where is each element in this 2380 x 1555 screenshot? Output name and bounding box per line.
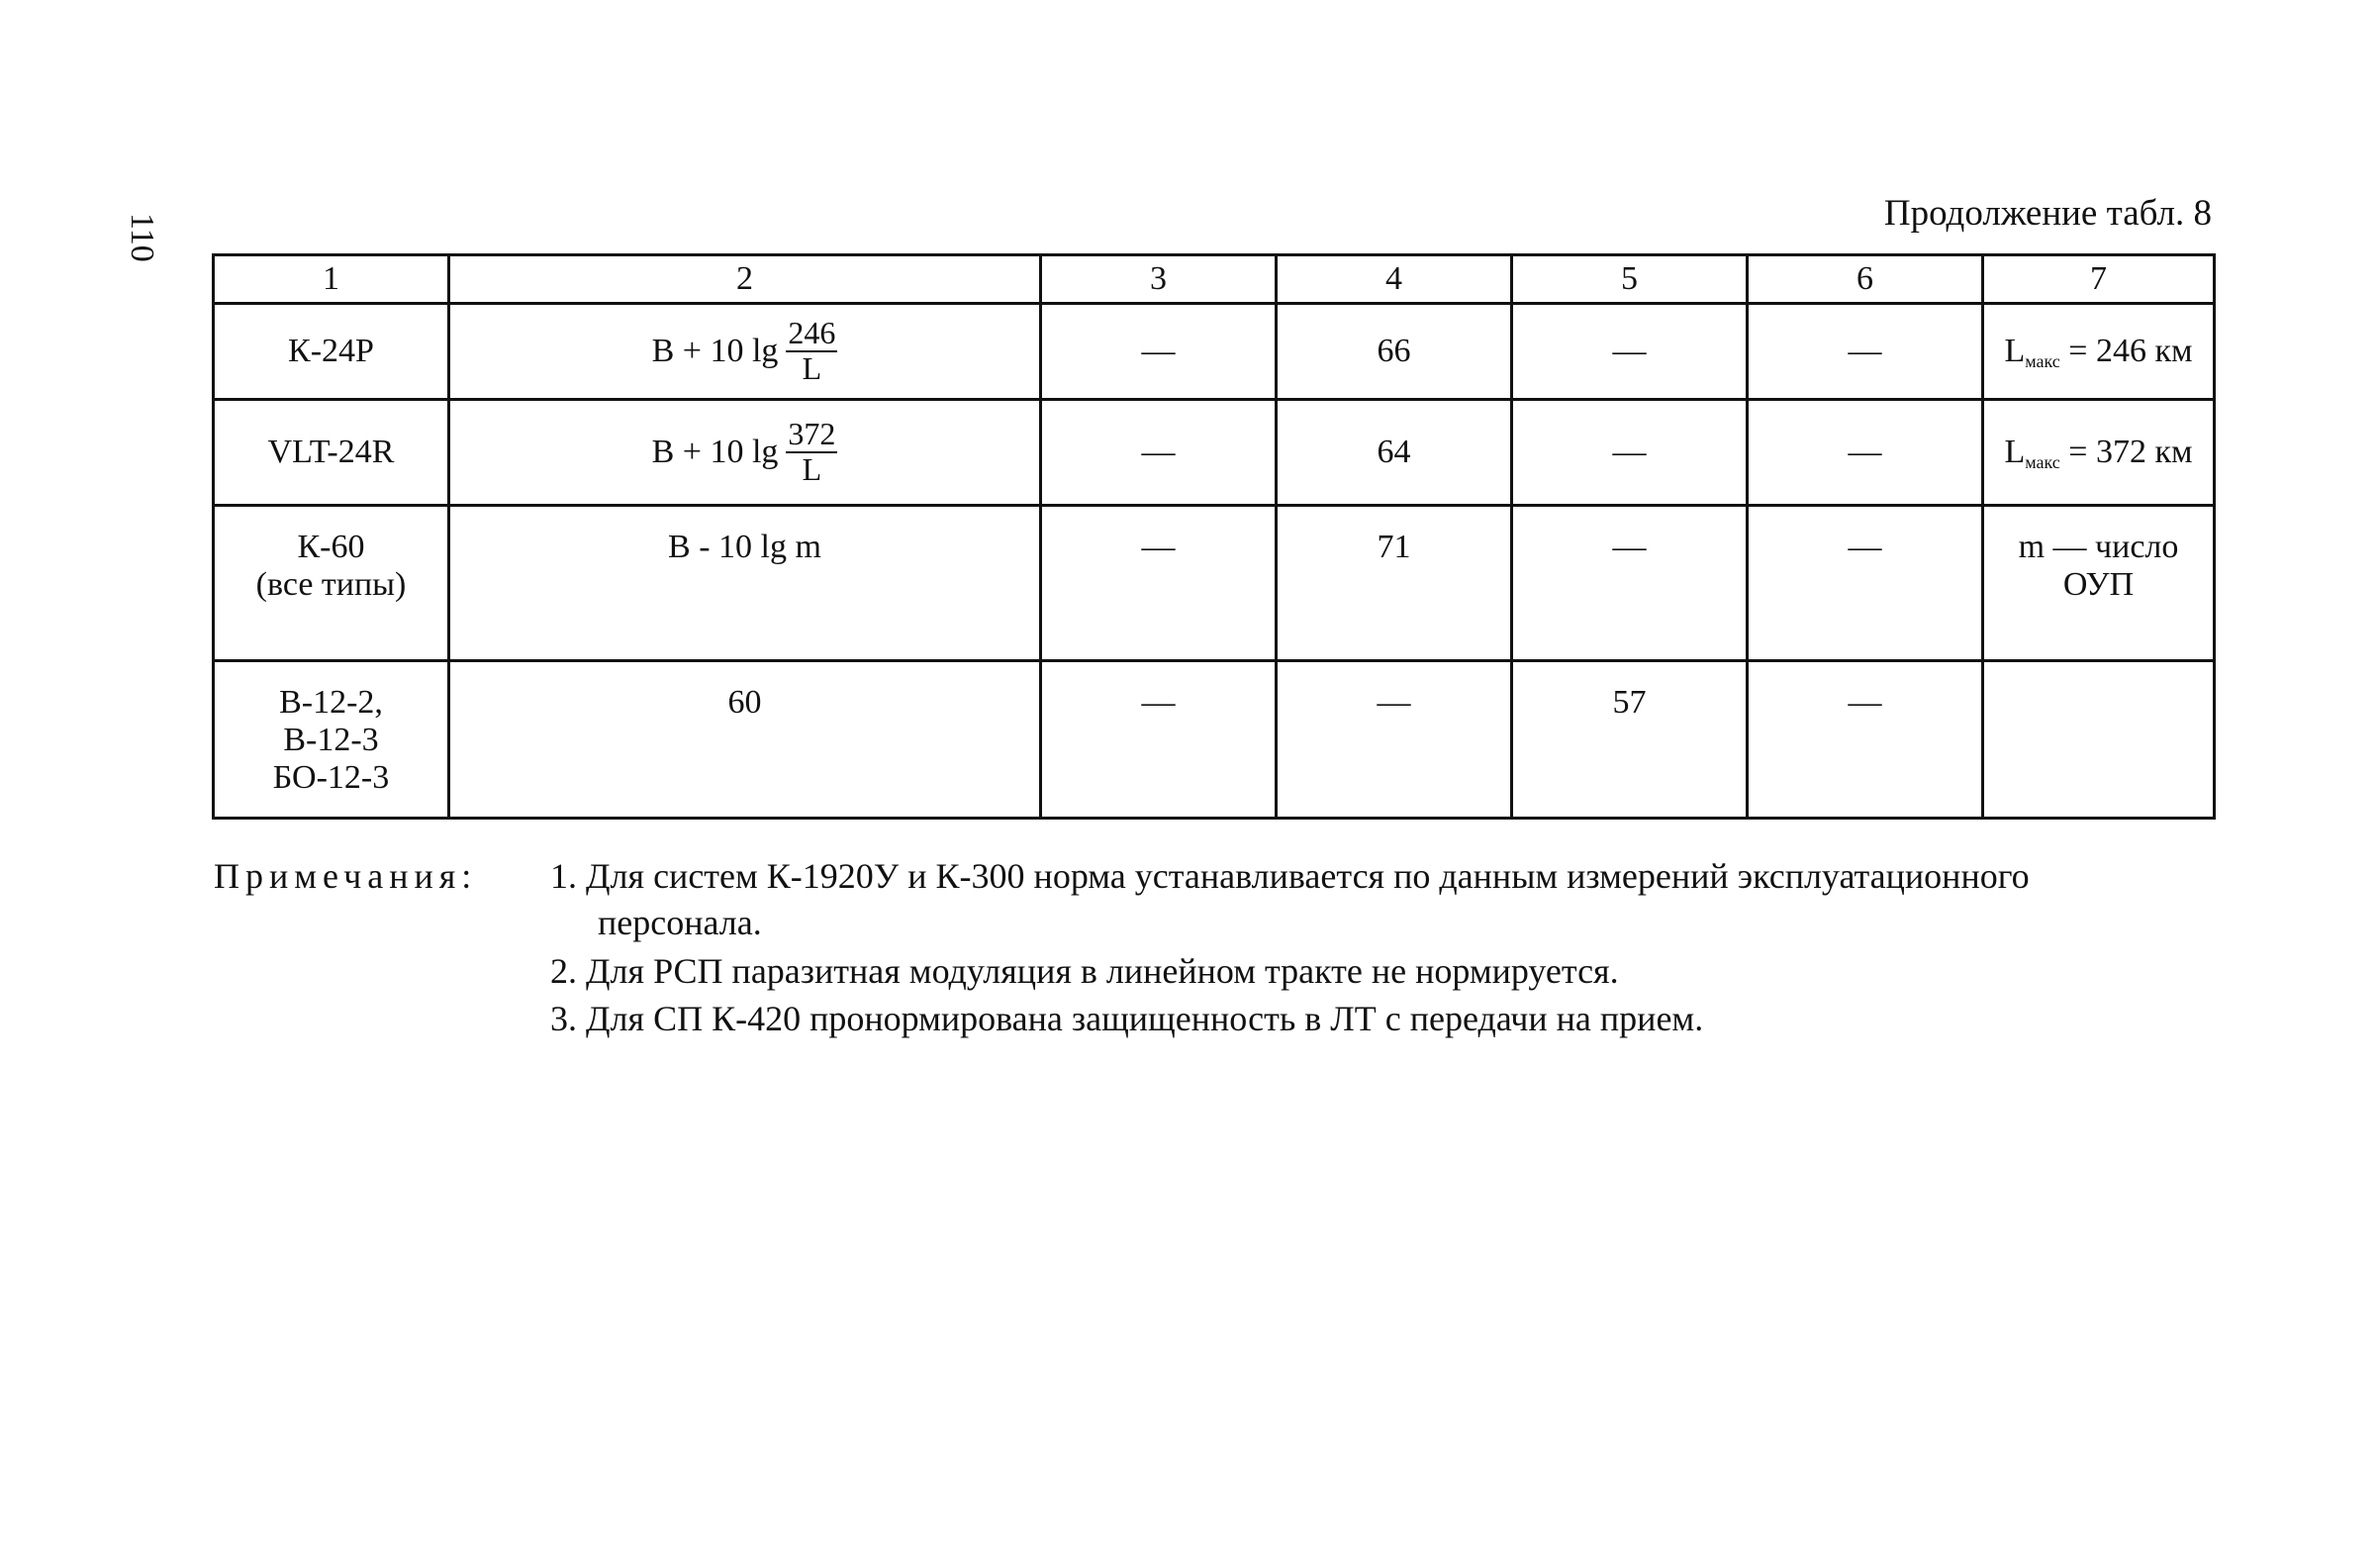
table-cell: 71	[1277, 506, 1512, 661]
table-row	[214, 661, 2215, 819]
table-cell: —	[1041, 506, 1277, 661]
column-header: 6	[1748, 255, 1983, 304]
norms-table	[212, 253, 2216, 820]
table-header-row	[214, 255, 2215, 304]
system-cell: К-24Р	[214, 304, 449, 400]
value-text: = 372 км	[2059, 433, 2193, 470]
table-row	[214, 506, 2215, 661]
system-line: В-12-3	[283, 722, 379, 759]
note-cell	[1983, 304, 2215, 400]
note-cell	[1983, 661, 2215, 819]
subscript: макс	[2025, 451, 2060, 472]
system-cell	[214, 661, 449, 819]
symbol-l: L	[2004, 433, 2026, 470]
system-cell: VLT-24R	[214, 400, 449, 506]
system-line: (все типы)	[255, 566, 407, 604]
table-cell: 57	[1512, 661, 1748, 819]
column-header: 7	[1983, 255, 2215, 304]
table-cell: —	[1748, 506, 1983, 661]
table-cell: —	[1512, 506, 1748, 661]
note-text: 2. Для РСП паразитная модуляция в линейном тракте не нормируется.	[550, 950, 1619, 991]
table-cell: —	[1041, 661, 1277, 819]
table-cell: —	[1041, 400, 1277, 506]
subscript: макс	[2025, 350, 2060, 371]
table-cell: 66	[1277, 304, 1512, 400]
page-number: 110	[124, 213, 160, 262]
value-text: = 246 км	[2059, 332, 2193, 369]
column-header: 1	[214, 255, 449, 304]
note-text-continuation: персонала.	[598, 902, 762, 942]
fraction-denominator: L	[802, 451, 822, 488]
table-row	[214, 400, 2215, 506]
column-header: 5	[1512, 255, 1748, 304]
formula-cell	[449, 400, 1041, 506]
column-header: 2	[449, 255, 1041, 304]
note-cell	[1983, 400, 2215, 506]
system-line: В-12-2,	[279, 684, 383, 722]
table-cell: —	[1748, 661, 1983, 819]
note-text: 3. Для СП К-420 пронормирована защищенность в ЛТ с передачи на прием.	[550, 999, 1704, 1039]
column-header: 4	[1277, 255, 1512, 304]
formula-prefix: B + 10 lg	[651, 434, 779, 471]
note-text: 1. Для систем К-1920У и К-300 норма устанавливается по данным измерений эксплуатационного	[550, 856, 2030, 896]
fraction	[786, 418, 837, 486]
note-item	[550, 853, 2215, 946]
table-cell: —	[1748, 304, 1983, 400]
table-cell: —	[1748, 400, 1983, 506]
fraction	[786, 317, 837, 385]
system-cell	[214, 506, 449, 661]
table-cell: 64	[1277, 400, 1512, 506]
note-item	[550, 948, 2215, 995]
table-cell: —	[1041, 304, 1277, 400]
table-cell: —	[1512, 304, 1748, 400]
table-row	[214, 304, 2215, 400]
table-cell: —	[1512, 400, 1748, 506]
note-cell	[1983, 506, 2215, 661]
system-line: БО-12-3	[272, 759, 390, 797]
fraction-numerator: 246	[788, 315, 836, 351]
fraction-denominator: L	[802, 350, 822, 387]
formula-cell: 60	[449, 661, 1041, 819]
continuation-label: Продолжение табл. 8	[1883, 193, 2212, 234]
symbol-l: L	[2004, 332, 2026, 369]
notes-section	[214, 853, 2215, 1044]
formula-cell: B - 10 lg m	[449, 506, 1041, 661]
note-line: m — число	[2018, 529, 2179, 566]
column-header: 3	[1041, 255, 1277, 304]
formula-prefix: B + 10 lg	[651, 333, 779, 370]
fraction-numerator: 372	[788, 416, 836, 452]
notes-label: Примечания:	[214, 856, 478, 896]
table-cell: —	[1277, 661, 1512, 819]
system-line: К-60	[297, 529, 365, 566]
note-item	[550, 996, 2215, 1042]
formula-cell	[449, 304, 1041, 400]
note-line: ОУП	[2062, 566, 2135, 604]
